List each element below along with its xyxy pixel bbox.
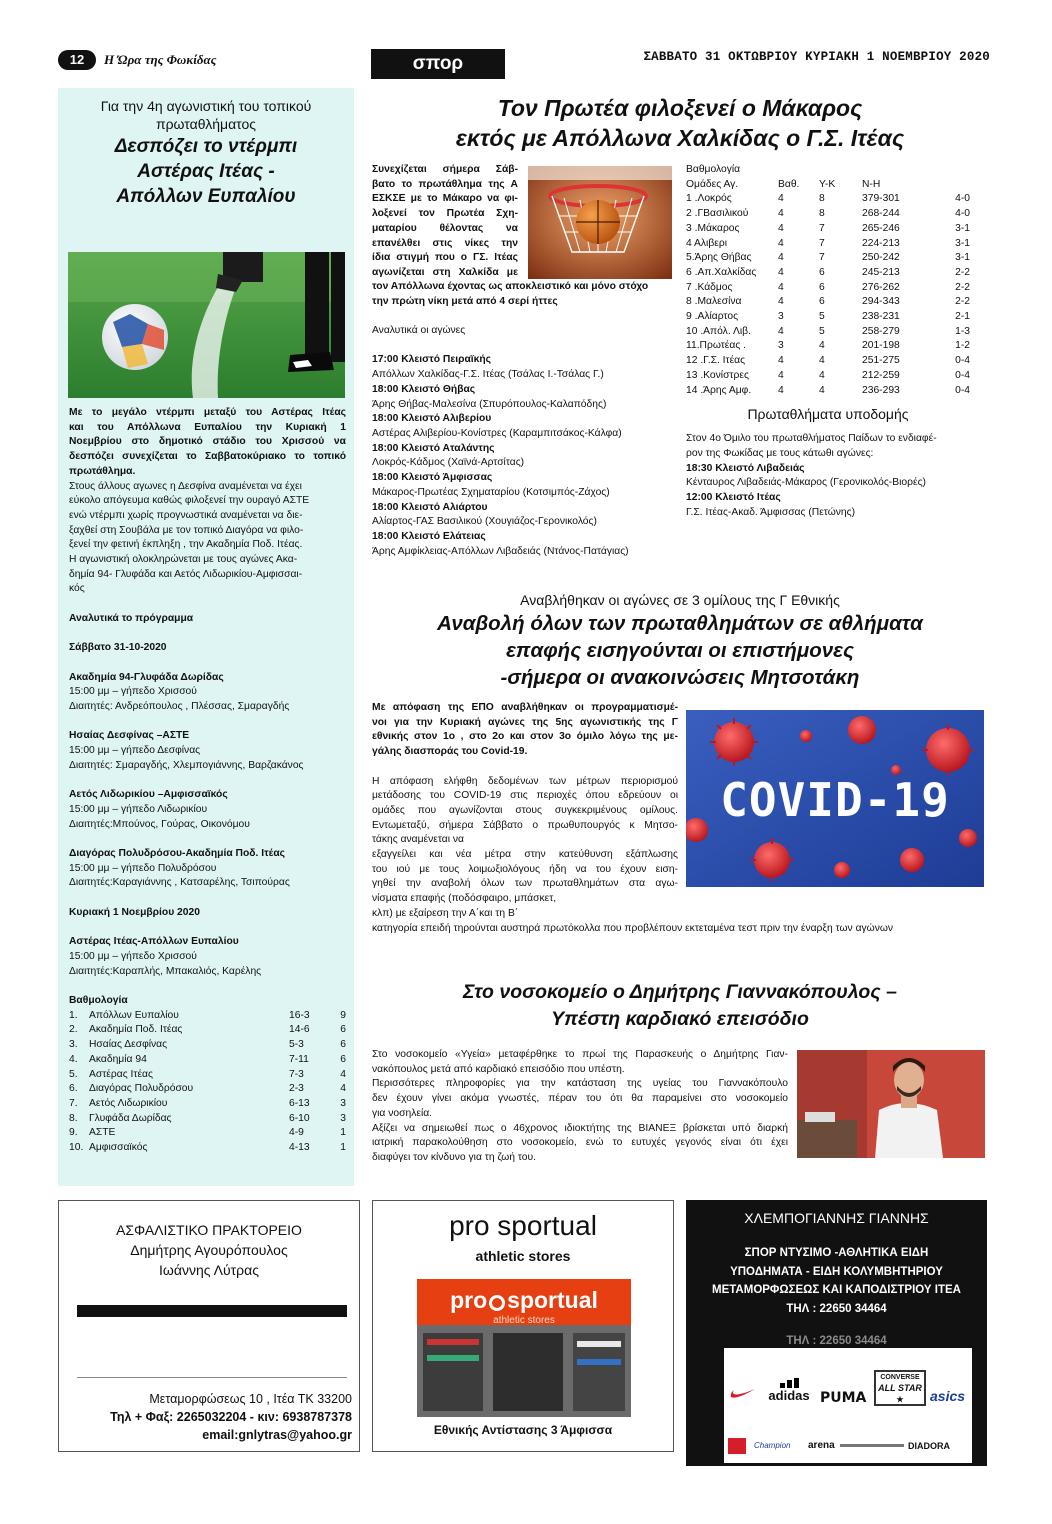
- page-number: 12: [58, 50, 96, 70]
- list-item: 18:00 Κλειστό Ελάτειας Άρης Αμφίκλειας-Απόλλων Λιβαδειάς (Ντάνος-Πατάγιας): [372, 530, 629, 557]
- section-label: σπορ: [371, 49, 505, 79]
- article2-kicker: Αναβλήθηκαν οι αγώνες σε 3 ομίλους της Γ Εθνικής: [520, 592, 840, 608]
- chl-name: ΧΛΕΜΠΟΓΙΑΝΝΗΣ ΓΙΑΝΝΗΣ: [744, 1210, 929, 1226]
- article2-body: Με απόφαση της ΕΠΟ αναβλήθηκαν οι προγραμματισμέ- νοι για την Κυριακή αγώνες της 5ης αγωνιστικής της Γ εθνικής στον 1ο , στο 2ο και στον 3ο όμιλο λόγω της με- γάλης διασποράς του Covid-19. Η απόφαση ελήφθη δεδομένων των μέτρων περιορισμού μετάδοσης του COVID-19 στις περιοχές όπου εδρεύουν οι ομάδες που αγωνίζονται στους συγκεκριμένους ομίλους. Εντωμεταξύ, σήμερα Σάββατο ο πρωθυπουργός κ Μητσο- τάκης αναμένεται να εξαγγείλει και νέα μέτρα στην κατεύθυνση εξάπλωσης του ιού με τους λοιμωξιολόγους ήδη να του έχουν ειση- γηθεί την αναβολή όλων των πρωταθλημάτων στα αγω- νίσματα επαφής (ποδόσφαιρο, μπάσκετ, κλπ) με εξαίρεση την Α΄και τη Β΄: [372, 702, 678, 919]
- store-sign-sub: athletic stores: [493, 1315, 555, 1326]
- table-row: 4 Αλιβερι 4 7 224-213 3-1: [686, 237, 970, 249]
- sidebar-article: [69, 406, 346, 1156]
- giannakopoulos-photo: [797, 1050, 985, 1158]
- youth-game-2: 12:00 Κλειστό Ιτέας Γ.Σ. Ιτέας-Ακαδ. Άμφισσας (Πετώνης): [686, 492, 856, 518]
- ad-insurance-agency: [58, 1200, 360, 1452]
- youth-game-1: 18:30 Κλειστό Λιβαδειάς Κένταυρος Λιβαδειάς-Μάκαρος (Γερονικολός-Βιορές): [686, 462, 926, 489]
- chl-ghost-phone: ΤΗΛ : 22650 34464: [786, 1335, 887, 1347]
- article3-body: Στο νοσοκομείο «Υγεία» μεταφέρθηκε το πρωί της Παρασκευής ο Δημήτρης Γιαν- νακόπουλος μετά από καρδιακό επεισόδιο που υπέστη. Περισσότερες πληροφορίες για την κατάσταση της υγείας του Γιαννακόπουλο δεν έχουν γίνει ακόμα γνωστές, πέραν του ότι θα παραμείνει στο νοσοκομείο για νοσηλεία. Αξίζει να σημειωθεί πως ο 46χρονος ιδιοκτήτης της ΒΙΑΝΕΞ βρίσκεται υπό διαρκή ιατρική παρακολούθηση στο νοσοκομείο, ενώ το ευτυχές γεγονός είναι ότι έχει διαφύγει τον κίνδυνο για τη ζωή του.: [372, 1049, 788, 1163]
- standings-row: 1. Απόλλων Ευπαλίου 16-3 9: [69, 1009, 346, 1021]
- champion-logo: Champion: [754, 1441, 791, 1450]
- standings-row: 10. Αμφισσαϊκός 4-13 1: [69, 1142, 346, 1154]
- publication-name: Η Ώρα της Φωκίδας: [104, 52, 217, 67]
- star-icon: ★: [896, 1395, 904, 1404]
- ad-pro-sportual: [372, 1200, 674, 1452]
- list-item: 18:00 Κλειστό Θήβας Άρης Θήβας-Μαλεσίνα (Σπυρόπουλος-Καλαπόδης): [372, 383, 607, 410]
- store-sign-text: pro sportual: [450, 1287, 598, 1313]
- insurance-contact: Μεταμορφώσεως 10 , Ιτέα ΤΚ 33200 Τηλ + Φαξ: 2265032204 - κιν: 6938787378 email:gnlytras@yahoo.gr: [110, 1392, 352, 1442]
- sidebar-body: Στους άλλους αγωνες η Δεσφίνα αναμένεται να έχει εύκολο απόγευμα καθώς φιλοξενεί την ουραγό ΑΣΤΕ ενώ ντέρμπι χωρίς προγνωστικά αναμένεται να διε- ξαχθεί στη Σουβάλα με τον τοπικό Διαγόρα να φιλο- ξενεί την φετινή έκπληξη , την Ακαδημία Ποδ. Ιτέας. Η αγωνιστική ολοκληρώνεται με τους αγώνες Ακα- δημία 94- Γλυφάδα και Αετός Λιδωρικίου-Αμφισσαι- κός: [69, 480, 310, 595]
- standings-label: Βαθμολογία: [686, 164, 741, 175]
- youth-section: Στον 4ο Όμιλο του πρωταθλήματος Παίδων το ενδιαφέ- ρον της Φωκίδας με τους κάτωθι αγώνες: 18:30 Κλειστό Λιβαδειάς Κένταυρος Λιβαδειάς-Μάκαρος (Γερονικολός-Βιορές) 12:00 Κλειστό Ιτέας Γ.Σ. Ιτέας-Ακαδ. Άμφισσας (Πετώνης): [686, 432, 970, 520]
- article3-headline: Στο νοσοκομείο ο Δημήτρης Γιαννακόπουλος – Υπέστη καρδιακό επεισόδιο: [463, 981, 897, 1030]
- article2-header: [372, 591, 988, 691]
- list-item: 18:00 Κλειστό Άμφισσας Μάκαρος-Πρωτέας Σχηματαρίου (Κοτσιμπός-Ζάχος): [372, 472, 610, 498]
- table-row: 2 .ΓΒασιλικού 4 8 268-244 4-0: [686, 208, 970, 220]
- table-row: 11.Πρωτέας . 3 4 201-198 1-2: [686, 340, 970, 352]
- article1-headline: Τον Πρωτέα φιλοξενεί ο Μάκαρος εκτός με Απόλλωνα Χαλκίδας ο Γ.Σ. Ιτέας: [455, 95, 905, 151]
- standings-row: 6. Διαγόρας Πολυδρόσου 2-3 4: [69, 1083, 346, 1095]
- prosportual-sub: athletic stores: [475, 1248, 571, 1264]
- table-row: 7 .Κάδμος 4 6 276-262 2-2: [686, 281, 970, 293]
- standings-row: 9. ΑΣΤΕ 4-9 1: [69, 1127, 346, 1139]
- table-row: 9 .Αλίαρτος 3 5 238-231 2-1: [686, 311, 970, 323]
- ad-chlempogiannis: [686, 1200, 987, 1466]
- basketball-standings: [686, 163, 970, 520]
- sidebar-header: [58, 97, 354, 209]
- table-row: 10 .Απόλ. Λιβ. 4 5 258-279 1-3: [686, 325, 970, 337]
- sat-game-4: Διαγόρας Πολυδρόσου-Ακαδημία Ποδ. Ιτέας 15:00 μμ – γήπεδο Πολυδρόσου Διαιτητές:Καραγιάννης , Κατσαρέλης, Τσιπούρας: [69, 848, 290, 889]
- nike-swoosh-icon: [730, 1386, 756, 1396]
- asics-logo: asics: [930, 1388, 966, 1404]
- article2-headline: Αναβολή όλων των πρωταθλημάτων σε αθλήματα επαφής εισηγούνται οι επιστήμονες -σήμερα οι ανακοινώσεις Μητσοτάκη: [437, 612, 923, 689]
- sidebar-title: Δεσπόζει το ντέρμπι Αστέρας Ιτέας - Απόλλων Ευπαλίου: [114, 136, 298, 207]
- table-row: 12 .Γ.Σ. Ιτέας 4 4 251-275 0-4: [686, 355, 970, 367]
- basketball-hoop-image: [528, 166, 672, 279]
- sidebar-kicker: Για την 4η αγωνιστική του τοπικού πρωταθλήματος: [100, 98, 312, 132]
- divider-bar: [77, 1305, 347, 1317]
- standings-label: Βαθμολογία: [69, 994, 128, 1006]
- brand-square-icon: [728, 1438, 746, 1454]
- list-item: 17:00 Κλειστό Πειραϊκής Απόλλων Χαλκίδας-Γ.Σ. Ιτέας (Τσάλας Ι.-Τσάλας Γ.): [372, 354, 604, 381]
- table-row: 3 .Μάκαρος 4 7 265-246 3-1: [686, 222, 970, 234]
- table-row: 5.Άρης Θήβας 4 7 250-242 3-1: [686, 252, 970, 264]
- puma-logo: PUMA: [820, 1390, 867, 1406]
- sunday-label: Κυριακή 1 Νοεμβρίου 2020: [69, 906, 200, 918]
- adidas-stripes-icon: [764, 1378, 814, 1388]
- program-label: Αναλυτικά το πρόγραμμα: [69, 612, 194, 624]
- diadora-logo: DIADORA: [908, 1441, 950, 1451]
- divider-line: [77, 1377, 347, 1378]
- basketball-standings-table: Βαθμολογία Ομάδες Αγ. Βαθ. Υ-Κ Ν-Η 1 .Λοκρός 4 8 379-301 4-0 2 .ΓΒασιλικού 4 8 268-244 4-0 3 .Μάκαρος 4 7 265-246 3-1 4 Αλιβερι 4 7 224-213 3-1 5.Άρης Θήβας 4 7 250-242 3-1 6 .Απ.Χαλκίδας 4 6 245-213 2-2 7 .Κάδμος 4 6 276-262 2-2 8 .Μαλεσίνα 4 6 294-343 2-2 9 .Αλίαρτος 3 5 238-231 2-1 10 .Απόλ. Λιβ. 4 5 258-279 1-3 11.Πρωτέας . 3 4 201-198 1-2 12 .Γ.Σ. Ιτέας 4 4 251-275 0-4 13 .Κονίστρες 4 4 212-259 0-4 14 .Άρης Αμφ. 4 4 236-293 0-4: [686, 163, 970, 398]
- basketball-games-list: [372, 353, 682, 559]
- games-label: Αναλυτικά οι αγώνες: [372, 325, 466, 337]
- table-row: 14 .Άρης Αμφ. 4 4 236-293 0-4: [686, 384, 970, 396]
- table-row: 13 .Κονίστρες 4 4 212-259 0-4: [686, 369, 970, 381]
- sun-game: Αστέρας Ιτέας-Απόλλων Ευπαλίου 15:00 μμ – γήπεδο Χρισσού Διαιτητές:Καραπλής, Μπακαλιός, Καρέλης: [69, 936, 262, 977]
- sat-game-3: Αετός Λιδωρικίου –Αμφισσαϊκός 15:00 μμ – γήπεδο Λιδωρικίου Διαιτητές:Μπούνος, Γούρας, Οικονόμου: [69, 789, 250, 830]
- brand-strip-icon: [840, 1444, 904, 1447]
- storefront-photo: [417, 1279, 631, 1417]
- sat-game-2: Ησαίας Δεσφίνας –ΑΣΤΕ 15:00 μμ – γήπεδο Δεσφίνας Διαιτητές: Σμαραγδής, Χλεμπογιάννης, Βαρζακάνος: [69, 730, 304, 771]
- table-row: 1 .Λοκρός 4 8 379-301 4-0: [686, 193, 970, 205]
- converse-logo: CONVERSE ALL STAR ★: [874, 1370, 926, 1406]
- article1-lead-end: τον Απόλλωνα έχοντας ως αποκλειστικό και μόνο στόχο την πρώτη νίκη μετά από 4 σερί ήττες Αναλυτικά οι αγώνες 17:00 Κλειστό Πειραϊκής Απόλλων Χαλκίδας-Γ.Σ. Ιτέας (Τσάλας Ι.-Τσάλας Γ.) 18:00 Κλειστό Θήβας Άρης Θήβας-Μαλεσίνα (Σπυρόπουλος-Καλαπόδης) 18:00 Κλειστό Αλιβερίου Αστέρας Αλιβερίου-Κονίστρες (Καραμπιτσάκος-Κάλφα) 18:00 Κλειστό Αταλάντης Λοκρός-Κάδμος (Χαϊνά-Αρτσίτας) 18:00 Κλειστό Άμφισσας Μάκαρος-Πρωτέας Σχηματαρίου (Κοτσιμπός-Ζάχος) 18:00 Κλειστό Αλιάρτου Αλίαρτος-ΓΑΣ Βασιλικού (Χουγιάζος-Γερονικολός) 18:00 Κλειστό Ελάτειας Άρης Αμφίκλειας-Απόλλων Λιβαδειάς (Ντάνος-Πατάγιας): [372, 280, 682, 559]
- football-photo: [68, 252, 345, 398]
- standings-row: 7. Αετός Λιδωρικίου 6-13 3: [69, 1097, 346, 1109]
- table-row: 8 .Μαλεσίνα 4 6 294-343 2-2: [686, 296, 970, 308]
- article1-lead: Συνεχίζεται σήμερα Σάβ- βατο το πρωτάθλημα της Α ΕΣΚΣΕ με το Μάκαρο να φι- λοξενεί τον Πρωτέα Σχη- ματαρίου θέλοντας να επανέλθει στις νίκες την ίδια στιγμή που ο ΓΣ. Ιτέας αγωνίζεται στη Χαλκίδα με: [372, 164, 518, 278]
- saturday-label: Σάββατο 31-10-2020: [69, 642, 167, 654]
- standings-row: 2. Ακαδημία Ποδ. Ιτέας 14-6 6: [69, 1024, 346, 1036]
- list-item: 18:00 Κλειστό Αλιβερίου Αστέρας Αλιβερίου-Κονίστρες (Καραμπιτσάκος-Κάλφα): [372, 413, 622, 439]
- standings-row: 8. Γλυφάδα Δωρίδας 6-10 3: [69, 1112, 346, 1124]
- youth-title: Πρωταθλήματα υποδομής: [747, 406, 909, 423]
- standings-row: 3. Ησαίας Δεσφίνας 5-3 6: [69, 1039, 346, 1051]
- standings-row: 5. Αστέρας Ιτέας 7-3 4: [69, 1068, 346, 1080]
- covid-image: [686, 710, 984, 887]
- insurance-header: ΑΣΦΑΛΙΣΤΙΚΟ ΠΡΑΚΤΟΡΕΙΟ Δημήτρης Αγουρόπουλος Ιωάννης Λύτρας: [116, 1222, 302, 1278]
- covid-label: COVID-19: [720, 773, 950, 827]
- chl-details: ΣΠΟΡ ΝΤΥΣΙΜΟ -ΑΘΛΗΤΙΚΑ ΕΙΔΗ ΥΠΟΔΗΜΑΤΑ - ΕΙΔΗ ΚΟΛΥΜΒΗΤΗΡΙΟΥ ΜΕΤΑΜΟΡΦΩΣΕΩΣ ΚΑΙ ΚΑΠΟΔΙΣΤΡΙΟΥ ΙΤΕΑ ΤΗΛ : 22650 34464: [712, 1247, 961, 1315]
- sat-game-1: Ακαδημία 94-Γλυφάδα Δωρίδας 15:00 μμ – γήπεδο Χρισσού Διαιτητές: Ανδρεόπουλος , Πλέσσας, Σμαραγδής: [69, 671, 290, 713]
- issue-date: ΣΑΒΒΑΤΟ 31 ΟΚΤΩΒΡΙΟΥ ΚΥΡΙΑΚΗ 1 ΝΟΕΜΒΡΙΟΥ 2020: [643, 50, 990, 64]
- standings-row: 4. Ακαδημία 94 7-11 6: [69, 1053, 346, 1065]
- prosportual-name: pro sportual: [449, 1210, 597, 1241]
- portrait-image: [797, 1050, 985, 1158]
- table-row: 6 .Απ.Χαλκίδας 4 6 245-213 2-2: [686, 266, 970, 278]
- sidebar-intro: Με το μεγάλο ντέρμπι μεταξύ του Αστέρας Ιτέας και του Απόλλωνα Ευπαλίου την Κυριακή 1 Νοεμβρίου στο δημοτικό στάδιο του Χρισσού να δεσπόζει συνεχίζεται το Σαββατοκύριακο το τοπικό πρωτάθλημα.: [69, 407, 346, 477]
- list-item: 18:00 Κλειστό Αλιάρτου Αλίαρτος-ΓΑΣ Βασιλικού (Χουγιάζος-Γερονικολός): [372, 501, 597, 528]
- adidas-logo: adidas: [764, 1378, 814, 1404]
- brand-logos: [724, 1348, 972, 1463]
- basketball-photo: [528, 166, 672, 279]
- prosportual-address: Εθνικής Αντίστασης 3 Άμφισσα: [433, 1423, 613, 1437]
- local-standings-table: [69, 1009, 346, 1156]
- referee-spray-image: [68, 252, 345, 398]
- article2-body-end: κατηγορία επειδή τηρούνται αυστηρά πρωτόκολλα που προβλέπουν εκτεταμένα τεστ πριν την έναρξη των αγώνων: [372, 923, 894, 934]
- arena-logo: arena: [808, 1440, 835, 1451]
- list-item: 18:00 Κλειστό Αταλάντης Λοκρός-Κάδμος (Χαϊνά-Αρτσίτας): [372, 442, 525, 469]
- s-logo-icon: [489, 1295, 505, 1311]
